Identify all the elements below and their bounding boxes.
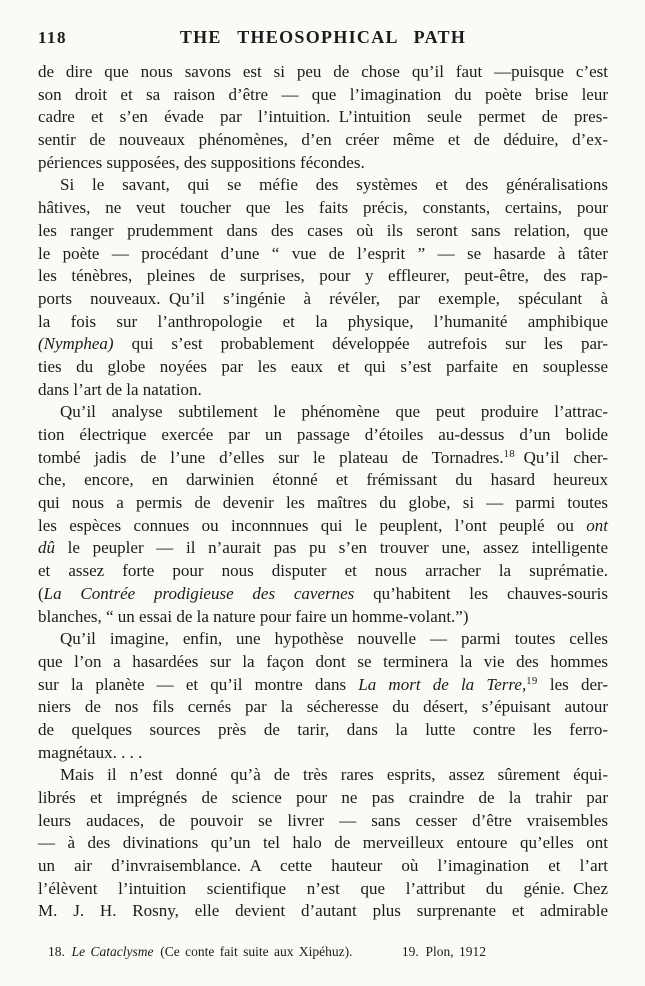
- page-header: [38, 27, 608, 49]
- running-title: THE THEOSOPHICAL PATH: [179, 27, 467, 47]
- text-line: [38, 606, 608, 629]
- text-segment: et assez forte pour nous disputer et nous arracher la suprématie.: [38, 561, 608, 581]
- text-segment: (: [38, 583, 44, 603]
- text-line: [38, 311, 608, 334]
- text-line: [38, 492, 608, 515]
- text-segment: magnétaux. . . .: [38, 742, 143, 762]
- text-segment: que l’on a hasardées sur la façon dont se terminera la vie des hommes: [38, 651, 608, 671]
- text-segment: (Ce conte fait suite aux Xipéhuz).: [153, 944, 353, 959]
- text-line: [38, 84, 608, 107]
- text-line: [38, 696, 608, 719]
- footnote-ref: 19: [526, 675, 538, 687]
- text-segment: leurs audaces, de pouvoir se livrer — sans cesser d’être vraisembles: [38, 810, 608, 830]
- text-line: [38, 537, 608, 560]
- text-segment: de quelques sources près de tarir, dans la lutte contre les ferro-: [38, 719, 608, 739]
- text-segment: Le Cataclysme: [71, 944, 154, 959]
- text-segment: le peupler — il n’aurait pas pu s’en trouver une, assez intelligente: [55, 538, 608, 558]
- text-line: [38, 878, 608, 901]
- text-segment: sur la planète — et qu’il montre dans: [38, 674, 359, 694]
- text-line: [38, 719, 608, 742]
- text-segment: les ténèbres, pleines de surprises, pour y effleurer, peut-être, des rap-: [38, 266, 608, 286]
- text-line: [38, 333, 608, 356]
- text-segment: sentir de nouveaux phénomènes, d’en créer même et de déduire, d’ex-: [38, 130, 608, 150]
- text-segment: ports nouveaux. Qu’il s’ingénie à révéler, par exemple, spéculant à: [38, 288, 608, 308]
- text-segment: un air d’invraisemblance. A cette hauteur où l’imagination et l’art: [38, 856, 608, 876]
- text-segment: blanches, “ un essai de la nature pour faire un homme-volant.”): [38, 606, 469, 626]
- text-line: [38, 356, 608, 379]
- footnote-19: [402, 944, 486, 959]
- text-line: [38, 447, 608, 470]
- text-segment: M. J. H. Rosny, elle devient d’autant plus surprenante et admirable: [38, 901, 608, 921]
- text-segment: son droit et sa raison d’être — que l’imagination du poète brise leur: [38, 84, 608, 104]
- text-line: [38, 583, 608, 606]
- text-segment: 19. Plon, 1912: [401, 944, 486, 959]
- text-line: [38, 651, 608, 674]
- text-segment: che, encore, en darwinien étonné et frémissant du hasard heureux: [38, 470, 608, 490]
- text-segment: qui nous a permis de devenir les maîtres du globe, si — parmi toutes: [38, 493, 608, 513]
- text-line: [38, 674, 608, 697]
- text-line: [38, 560, 608, 583]
- text-segment: (Nymphea): [38, 334, 114, 354]
- text-line: [38, 197, 608, 220]
- text-line: [38, 900, 608, 923]
- text-segment: hâtives, ne veut toucher que les faits précis, constants, certains, pour: [38, 198, 608, 218]
- text-line: [38, 265, 608, 288]
- text-line: [38, 764, 608, 787]
- page-number: 118: [38, 28, 68, 47]
- text-segment: La Contrée prodigieuse des cavernes: [43, 583, 355, 603]
- text-segment: — à des divinations qu’un tel halo de merveilleux entoure qu’elles ont: [38, 833, 608, 853]
- text-segment: niers de nos fils cernés par la sécheresse du désert, s’épuisant autour: [38, 697, 608, 717]
- text-segment: ont: [586, 515, 608, 535]
- text-line: [38, 855, 608, 878]
- text-line: [38, 787, 608, 810]
- text-segment: les espèces connues ou inconnnues qui le peuplent, l’ont peuplé ou: [38, 515, 587, 535]
- text-segment: Qu’il cher-: [515, 447, 608, 467]
- text-segment: Qu’il imagine, enfin, une hypothèse nouvelle — parmi toutes celles: [60, 629, 608, 649]
- text-segment: La mort de la Terre,: [358, 674, 527, 694]
- text-segment: ties du globe noyées par les eaux et qui s’est parfaite en souplesse: [38, 356, 608, 376]
- footnote-18: [48, 944, 352, 959]
- text-segment: le poète — procédant d’une “ vue de l’esprit ” — se hasarde à tâter: [38, 243, 608, 263]
- text-line: [38, 515, 608, 538]
- text-line: [38, 832, 608, 855]
- text-segment: l’élèvent l’intuition scientifique n’est que l’attribut du génie. Chez: [38, 878, 608, 898]
- footnote-ref: 18: [503, 448, 516, 460]
- text-segment: tombé jadis de l’une d’elles sur le plateau de Tornadres.: [38, 447, 504, 467]
- text-segment: périences supposées, des suppositions fécondes.: [38, 152, 365, 172]
- text-line: [38, 220, 608, 243]
- text-segment: Mais il n’est donné qu’à de très rares esprits, assez sûrement équi-: [60, 765, 608, 785]
- text-line: [38, 469, 608, 492]
- text-line: [38, 288, 608, 311]
- text-line: [38, 106, 608, 129]
- body-text: [38, 61, 608, 923]
- text-segment: la fois sur l’anthropologie et la physique, l’humanité amphibique: [38, 311, 608, 331]
- text-segment: tion électrique exercée par un passage d’étoiles au-dessus d’un bolide: [38, 425, 608, 444]
- text-segment: 18.: [48, 944, 72, 959]
- text-segment: qui s’est probablement développée autrefois sur les par-: [113, 334, 608, 354]
- text-segment: dans l’art de la natation.: [38, 379, 202, 399]
- text-line: [38, 152, 608, 175]
- text-segment: dû: [38, 538, 55, 558]
- text-segment: librés et imprégnés de science pour ne pas craindre de la trahir par: [38, 788, 608, 807]
- text-segment: cadre et s’en évade par l’intuition. L’intuition seule permet de pres-: [38, 107, 608, 127]
- text-line: [38, 810, 608, 833]
- text-segment: les ranger prudemment dans des cases où ils seront sans relation, que: [38, 220, 608, 240]
- text-segment: Si le savant, qui se méfie des systèmes et des généralisations: [60, 175, 608, 195]
- text-line: [38, 628, 608, 651]
- text-segment: les der-: [537, 674, 608, 694]
- text-line: [38, 424, 608, 447]
- text-line: [38, 129, 608, 152]
- text-line: [38, 61, 608, 84]
- text-line: [38, 401, 608, 424]
- text-line: [38, 742, 608, 765]
- text-line: [38, 243, 608, 266]
- text-line: [38, 174, 608, 197]
- text-segment: de dire que nous savons est si peu de chose qu’il faut —puisque c’est: [38, 62, 608, 81]
- text-line: [38, 379, 608, 402]
- footnotes: [48, 943, 608, 961]
- text-segment: qu’habitent les chauves-souris: [354, 583, 608, 603]
- text-segment: Qu’il analyse subtilement le phénomène que peut produire l’attrac-: [60, 402, 608, 422]
